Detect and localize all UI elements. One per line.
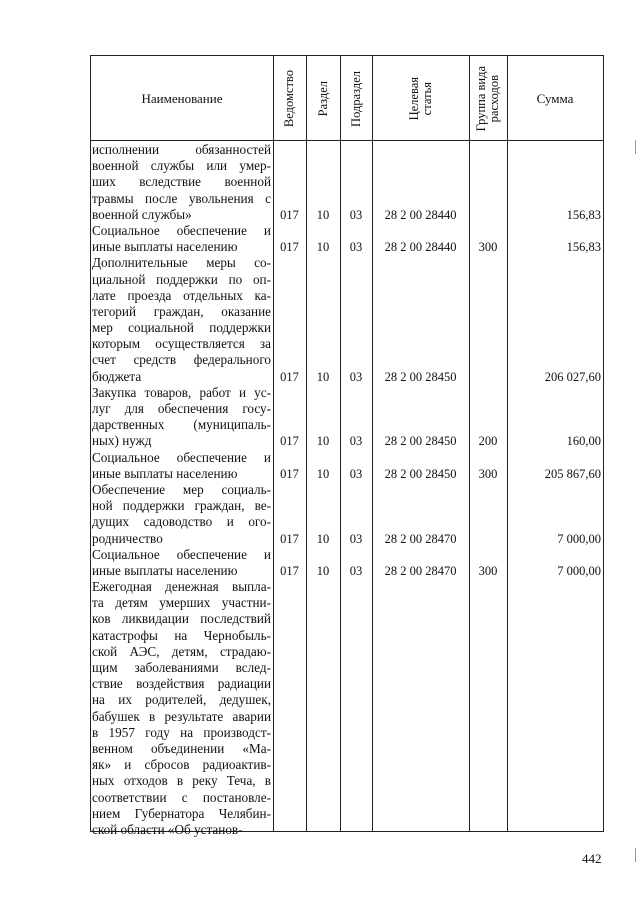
row-name-line: иные выплаты населению (92, 465, 238, 481)
header-celevaya-label-2: статья (419, 81, 434, 116)
row-gruppa: 300 (478, 466, 498, 481)
row-name-line: ской АЭС, детям, страдаю- (92, 643, 271, 659)
row-podrazdel: 03 (349, 466, 363, 481)
row-name-line: в 1957 году на производст- (92, 724, 271, 740)
row-name-line: иные выплаты населению (92, 239, 238, 255)
table-row (91, 579, 601, 838)
row-name-line: иные выплаты населению (92, 562, 238, 578)
row-name-line: Социальное обеспечение и (92, 546, 271, 562)
row-vedomstvo: 017 (280, 240, 299, 255)
row-celevaya: 28 2 00 28470 (384, 531, 457, 546)
table-row (91, 255, 601, 385)
row-podrazdel: 03 (349, 369, 363, 384)
header-gruppa (469, 56, 507, 141)
row-name-line: Дополнительные меры со- (92, 255, 271, 271)
table-row (91, 450, 601, 482)
scan-margin-mark (635, 848, 636, 862)
row-podrazdel: 03 (349, 434, 363, 449)
table-header (91, 56, 603, 141)
row-summa: 156,83 (566, 240, 601, 255)
row-celevaya: 28 2 00 28470 (384, 563, 457, 578)
row-name-line: тегорий граждан, оказание (92, 303, 271, 319)
row-name-line: бюджета (92, 368, 142, 384)
table-row (91, 547, 601, 579)
header-gruppa-label-1: Группа вида (474, 65, 488, 132)
table-body (91, 142, 601, 838)
row-name-line: Обеспечение мер социаль- (92, 481, 271, 497)
row-name-line: циальной поддержки по оп- (92, 271, 271, 287)
row-name-line: мер социальной поддержки (92, 320, 271, 336)
row-name-line: ной поддержки граждан, ве- (92, 498, 271, 514)
page-number: 442 (582, 851, 602, 866)
header-podrazdel-label: Подраздел (348, 70, 363, 127)
row-gruppa: 200 (478, 434, 498, 449)
header-razdel-label: Раздел (315, 80, 330, 117)
row-razdel: 10 (316, 240, 330, 255)
header-name-label: Наименование (141, 90, 223, 106)
row-podrazdel: 03 (349, 531, 363, 546)
header-gruppa-label-2: расходов (487, 74, 501, 123)
row-name-line: Социальное обеспечение и (92, 222, 271, 238)
row-name-line: венном объединении «Ма- (92, 740, 271, 756)
row-name-line: военной службы» (92, 206, 192, 222)
row-podrazdel: 03 (349, 240, 363, 255)
row-gruppa: 300 (478, 240, 498, 255)
row-name-line: Социальное обеспечение и (92, 449, 271, 465)
row-name-line: лате проезда отдельных ка- (92, 287, 271, 303)
row-name-line: родничество (92, 530, 163, 546)
row-razdel: 10 (316, 563, 330, 578)
budget-table (90, 55, 604, 837)
table-row (91, 482, 601, 547)
row-podrazdel: 03 (349, 563, 363, 578)
row-name-line: та детям умерших участни- (92, 595, 271, 611)
row-vedomstvo: 017 (280, 369, 299, 384)
row-vedomstvo: 017 (280, 466, 299, 481)
row-name-line: травмы после увольнения с (92, 190, 271, 206)
row-celevaya: 28 2 00 28440 (384, 207, 457, 222)
header-celevaya (372, 56, 469, 141)
row-name-line: счет средств федерального (92, 352, 271, 368)
row-name-line: исполнении обязанностей (92, 142, 271, 157)
row-vedomstvo: 017 (280, 207, 299, 222)
row-name-line: Закупка товаров, работ и ус- (92, 384, 271, 400)
row-celevaya: 28 2 00 28440 (384, 240, 457, 255)
row-name-line: военной службы или умер- (92, 158, 271, 174)
row-name-line: Ежегодная денежная выпла- (92, 579, 271, 595)
header-summa (507, 56, 603, 141)
header-razdel (306, 56, 340, 141)
table-row (91, 142, 601, 223)
row-razdel: 10 (316, 531, 330, 546)
row-name-line: ствие воздействия радиации (92, 676, 271, 692)
row-razdel: 10 (316, 207, 330, 222)
row-name-line: ных) нужд (92, 433, 152, 449)
row-razdel: 10 (316, 434, 330, 449)
row-celevaya: 28 2 00 28450 (384, 466, 457, 481)
row-name-line: катастрофы на Чернобыль- (92, 627, 271, 643)
table-row (91, 223, 601, 255)
row-name-line: нием Губернатора Челябин- (92, 805, 271, 821)
row-gruppa: 300 (478, 563, 498, 578)
row-name-line: соответствии с постановле- (92, 789, 271, 805)
row-name-line: щим заболеваниями вслед- (92, 660, 271, 675)
row-razdel: 10 (316, 466, 330, 481)
row-name-line: бабушек в результате аварии (92, 708, 271, 724)
row-celevaya: 28 2 00 28450 (384, 369, 457, 384)
row-summa: 7 000,00 (557, 531, 601, 546)
header-vedomstvo (273, 56, 306, 141)
row-razdel: 10 (316, 369, 330, 384)
row-name-line: ской области «Об установ- (92, 821, 243, 837)
row-podrazdel: 03 (349, 207, 363, 222)
row-vedomstvo: 017 (280, 434, 299, 449)
row-vedomstvo: 017 (280, 531, 299, 546)
row-summa: 160,00 (566, 434, 601, 449)
row-name-line: на их родителей, дедушек, (92, 692, 271, 708)
row-celevaya: 28 2 00 28450 (384, 434, 457, 449)
row-name-line: луг для обеспечения госу- (92, 401, 271, 416)
header-celevaya-label-1: Целевая (406, 76, 421, 121)
row-name-line: дущих садоводство и ого- (92, 514, 271, 530)
header-summa-label: Сумма (536, 90, 574, 106)
row-name-line: которым осуществляется за (92, 336, 271, 352)
row-summa: 205 867,60 (544, 466, 601, 481)
header-name (91, 56, 273, 141)
scan-margin-mark (635, 140, 636, 154)
row-name-line: як» и сбросов радиоактив- (92, 757, 271, 773)
row-summa: 7 000,00 (557, 563, 601, 578)
row-name-line: дарственных (муниципаль- (92, 417, 271, 433)
table-row (91, 385, 601, 450)
header-podrazdel (340, 56, 372, 141)
row-summa: 156,83 (566, 207, 601, 222)
row-vedomstvo: 017 (280, 563, 299, 578)
row-summa: 206 027,60 (544, 369, 601, 384)
row-name-line: ших вследствие военной (92, 174, 271, 190)
row-name-line: ных отходов в реку Теча, в (92, 773, 271, 789)
header-vedomstvo-label: Ведомство (282, 69, 296, 128)
row-name-line: ков ликвидации последствий (92, 611, 271, 627)
